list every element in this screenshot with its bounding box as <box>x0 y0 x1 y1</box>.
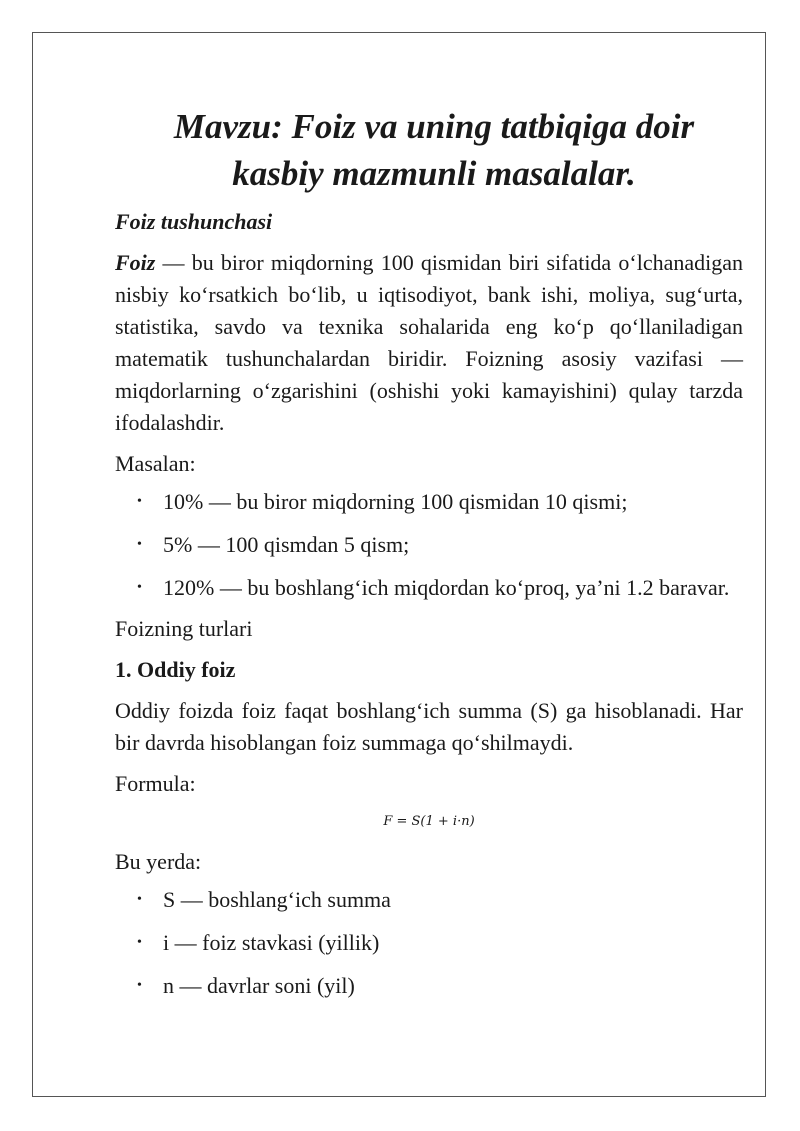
where-label: Bu yerda: <box>115 849 202 874</box>
list-item: • 120% — bu boshlang‘ich miqdordan ko‘proq, ya’ni 1.2 baravar. <box>115 572 743 604</box>
document-title: Mavzu: Foiz va uning tatbiqiga doir kasbiy mazmunli masalalar. <box>173 107 695 193</box>
simple-interest-heading: 1. Oddiy foiz <box>115 657 236 682</box>
bullet-icon: • <box>137 935 142 950</box>
document-page <box>32 32 766 1097</box>
variables-list <box>115 884 743 1002</box>
list-item: • S — boshlang‘ich summa <box>115 884 743 916</box>
simple-interest-description: Oddiy foizda foiz faqat boshlang‘ich summa (S) ga hisoblanadi. Har bir davrda hisoblangan foiz summaga qo‘shilmaydi. <box>115 698 743 755</box>
bullet-icon: • <box>137 978 142 993</box>
definition-term: Foiz <box>115 250 156 275</box>
formula: F = S(1 + i·n) <box>383 814 475 829</box>
list-item: • i — foiz stavkasi (yillik) <box>115 927 743 959</box>
section-heading: Foiz tushunchasi <box>115 209 273 234</box>
list-item: • 10% — bu biror miqdorning 100 qismidan 10 qismi; <box>115 486 743 518</box>
bullet-icon: • <box>137 892 142 907</box>
list-item: • n — davrlar soni (yil) <box>115 970 743 1002</box>
list-item: • 5% — 100 qismdan 5 qism; <box>115 529 743 561</box>
bullet-icon: • <box>137 580 142 595</box>
examples-label: Masalan: <box>115 451 196 476</box>
formula-label: Formula: <box>115 771 196 796</box>
bullet-icon: • <box>137 537 142 552</box>
examples-list <box>115 486 743 604</box>
page-content <box>115 103 743 1013</box>
bullet-icon: • <box>137 494 142 509</box>
definition-paragraph <box>115 247 743 439</box>
definition-text: — bu biror miqdorning 100 qismidan biri sifatida o‘lchanadigan nisbiy ko‘rsatkich bo‘lib, u iqtisodiyot, bank ishi, moliya, sug‘urta, statistika, savdo va texnika sohalarida eng ko‘p qo‘llaniladigan matematik tushunchalardan biridir. Foizning asosiy vazifasi — miqdorlarning o‘zgarishini (oshishi yoki kamayishini) qulay tarzda ifodalashdir. <box>115 250 743 435</box>
types-heading: Foizning turlari <box>115 616 253 641</box>
